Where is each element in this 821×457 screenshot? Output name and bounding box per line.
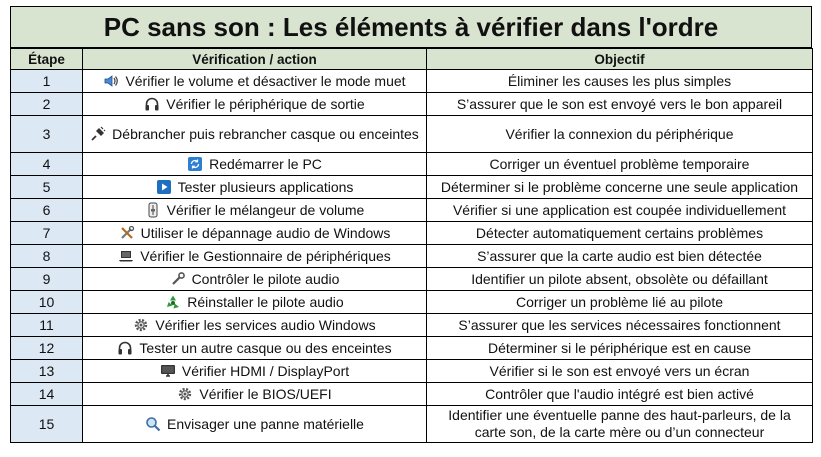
check-text: Contrôler le pilote audio bbox=[191, 270, 340, 287]
step-number: 14 bbox=[11, 383, 83, 406]
table-row bbox=[11, 291, 813, 314]
plug-icon bbox=[90, 126, 106, 142]
check-cell bbox=[83, 245, 427, 268]
goal-cell: Déterminer si le périphérique est en cause bbox=[427, 337, 813, 360]
magnifier-icon bbox=[145, 416, 161, 432]
check-cell bbox=[83, 70, 427, 93]
gear-icon bbox=[133, 317, 149, 333]
table-row bbox=[11, 383, 813, 406]
check-text: Débrancher puis rebrancher casque ou enceintes bbox=[112, 125, 419, 142]
goal-cell: Contrôler que l'audio intégré est bien activé bbox=[427, 383, 813, 406]
check-text: Vérifier HDMI / DisplayPort bbox=[181, 362, 350, 379]
laptop-icon bbox=[118, 248, 134, 264]
step-number: 2 bbox=[11, 93, 83, 116]
check-cell bbox=[83, 314, 427, 337]
check-cell bbox=[83, 176, 427, 199]
gear-icon bbox=[177, 386, 193, 402]
check-cell bbox=[83, 383, 427, 406]
check-cell bbox=[83, 153, 427, 176]
check-text: Vérifier le Gestionnaire de périphériques bbox=[140, 247, 391, 264]
table-row bbox=[11, 176, 813, 199]
check-cell bbox=[83, 268, 427, 291]
wrench-icon bbox=[170, 271, 186, 287]
goal-cell: S’assurer que le son est envoyé vers le bon appareil bbox=[427, 93, 813, 116]
step-number: 12 bbox=[11, 337, 83, 360]
goal-cell: Vérifier si le son est envoyé vers un écran bbox=[427, 360, 813, 383]
check-text: Vérifier le BIOS/UEFI bbox=[199, 385, 332, 402]
table-row bbox=[11, 70, 813, 93]
header-step: Étape bbox=[11, 49, 83, 70]
headphones-icon bbox=[117, 340, 133, 356]
step-number: 4 bbox=[11, 153, 83, 176]
goal-cell: Identifier une éventuelle panne des haut-parleurs, de la carte son, de la carte mère ou d’un connecteur bbox=[427, 406, 813, 443]
table-row bbox=[11, 116, 813, 153]
check-text: Vérifier le périphérique de sortie bbox=[166, 95, 365, 112]
document bbox=[10, 6, 812, 443]
step-number: 7 bbox=[11, 222, 83, 245]
table-row bbox=[11, 337, 813, 360]
check-cell bbox=[83, 222, 427, 245]
table-row bbox=[11, 360, 813, 383]
recycle-icon bbox=[165, 294, 181, 310]
step-number: 3 bbox=[11, 116, 83, 153]
check-text: Redémarrer le PC bbox=[209, 155, 322, 172]
monitor-icon bbox=[160, 363, 176, 379]
table-row bbox=[11, 93, 813, 116]
mixer-icon bbox=[145, 202, 161, 218]
table-row bbox=[11, 245, 813, 268]
check-text: Envisager une panne matérielle bbox=[167, 415, 364, 432]
header-check: Vérification / action bbox=[83, 49, 427, 70]
check-text: Utiliser le dépannage audio de Windows bbox=[140, 224, 391, 241]
check-text: Tester plusieurs applications bbox=[177, 178, 354, 195]
check-text: Tester un autre casque ou des enceintes bbox=[139, 339, 392, 356]
check-cell bbox=[83, 360, 427, 383]
table-header-row bbox=[11, 49, 813, 70]
speaker-icon bbox=[103, 73, 119, 89]
step-number: 11 bbox=[11, 314, 83, 337]
goal-cell: Vérifier la connexion du périphérique bbox=[427, 116, 813, 153]
tools-icon bbox=[119, 225, 135, 241]
step-number: 6 bbox=[11, 199, 83, 222]
step-number: 9 bbox=[11, 268, 83, 291]
goal-cell: S’assurer que la carte audio est bien détectée bbox=[427, 245, 813, 268]
goal-cell: Vérifier si une application est coupée individuellement bbox=[427, 199, 813, 222]
table-row bbox=[11, 153, 813, 176]
checklist-table bbox=[10, 48, 813, 443]
goal-cell: Déterminer si le problème concerne une seule application bbox=[427, 176, 813, 199]
step-number: 13 bbox=[11, 360, 83, 383]
check-cell bbox=[83, 337, 427, 360]
check-text: Vérifier les services audio Windows bbox=[155, 316, 376, 333]
table-body bbox=[11, 70, 813, 443]
step-number: 8 bbox=[11, 245, 83, 268]
goal-cell: Détecter automatiquement certains problèmes bbox=[427, 222, 813, 245]
header-goal: Objectif bbox=[427, 49, 813, 70]
goal-cell: Identifier un pilote absent, obsolète ou défaillant bbox=[427, 268, 813, 291]
goal-cell: Corriger un problème lié au pilote bbox=[427, 291, 813, 314]
goal-cell: S’assurer que les services nécessaires fonctionnent bbox=[427, 314, 813, 337]
step-number: 5 bbox=[11, 176, 83, 199]
page-title: PC sans son : Les éléments à vérifier dans l'ordre bbox=[10, 6, 812, 48]
table-row bbox=[11, 199, 813, 222]
check-cell bbox=[83, 93, 427, 116]
table-row bbox=[11, 406, 813, 443]
goal-cell: Corriger un éventuel problème temporaire bbox=[427, 153, 813, 176]
check-cell bbox=[83, 291, 427, 314]
check-text: Réinstaller le pilote audio bbox=[187, 293, 344, 310]
step-number: 1 bbox=[11, 70, 83, 93]
check-cell bbox=[83, 406, 427, 443]
check-cell bbox=[83, 199, 427, 222]
headphones-icon bbox=[144, 96, 160, 112]
restart-icon bbox=[187, 156, 203, 172]
table-row bbox=[11, 268, 813, 291]
check-text: Vérifier le mélangeur de volume bbox=[166, 201, 365, 218]
step-number: 10 bbox=[11, 291, 83, 314]
play-icon bbox=[156, 179, 172, 195]
table-row bbox=[11, 222, 813, 245]
step-number: 15 bbox=[11, 406, 83, 443]
check-cell bbox=[83, 116, 427, 153]
goal-cell: Éliminer les causes les plus simples bbox=[427, 70, 813, 93]
table-row bbox=[11, 314, 813, 337]
check-text: Vérifier le volume et désactiver le mode muet bbox=[125, 72, 406, 89]
